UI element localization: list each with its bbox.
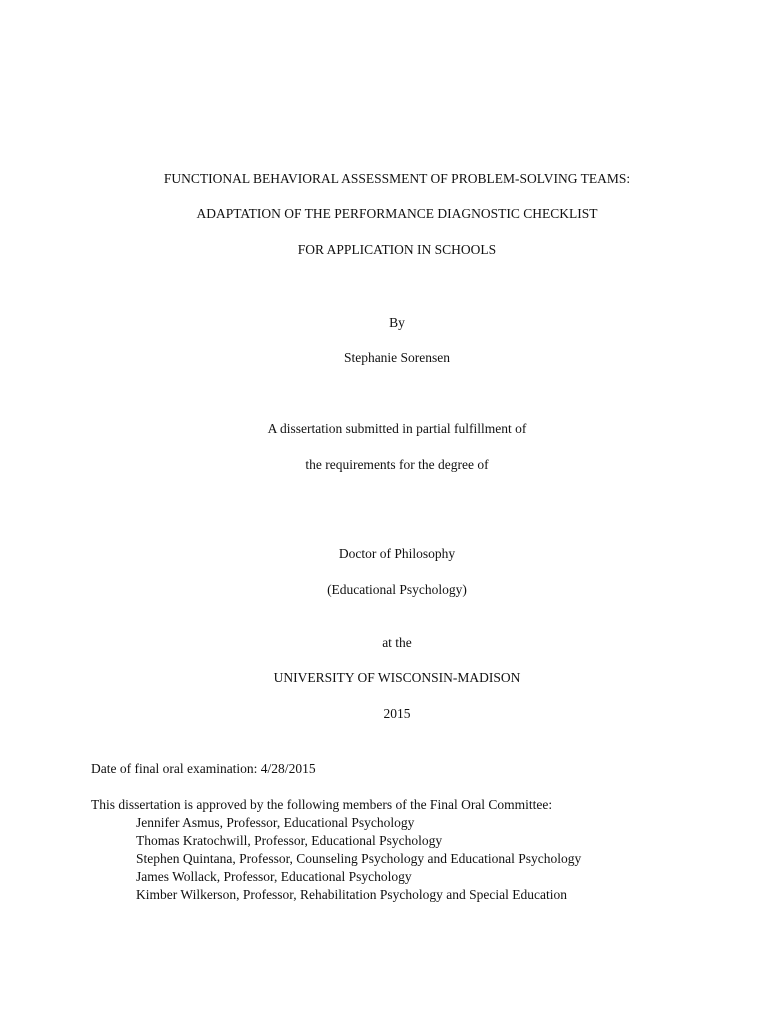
committee-member: Kimber Wilkerson, Professor, Rehabilitation Psychology and Special Education (136, 887, 567, 902)
submission-line-2: the requirements for the degree of (305, 457, 489, 472)
title-line-1: FUNCTIONAL BEHAVIORAL ASSESSMENT OF PROBLEM-SOLVING TEAMS: (163, 171, 631, 186)
at-the-label: at the (382, 635, 412, 650)
year: 2015 (383, 706, 411, 721)
submission-line-1: A dissertation submitted in partial fulfillment of (267, 421, 527, 436)
committee-intro: This dissertation is approved by the following members of the Final Oral Committee: (91, 797, 553, 812)
title-line-3: FOR APPLICATION IN SCHOOLS (297, 242, 497, 257)
committee-block (91, 796, 581, 904)
committee-member: James Wollack, Professor, Educational Psychology (136, 869, 412, 884)
exam-date: Date of final oral examination: 4/28/2015 (91, 761, 316, 776)
degree-name: Doctor of Philosophy (338, 546, 456, 561)
program-name: (Educational Psychology) (327, 582, 467, 597)
title-line-2: ADAPTATION OF THE PERFORMANCE DIAGNOSTIC CHECKLIST (196, 206, 598, 221)
committee-member: Jennifer Asmus, Professor, Educational Psychology (136, 815, 415, 830)
author-name: Stephanie Sorensen (343, 350, 451, 365)
committee-member: Stephen Quintana, Professor, Counseling Psychology and Educational Psychology (136, 851, 582, 866)
committee-member: Thomas Kratochwill, Professor, Educational Psychology (136, 833, 443, 848)
by-label: By (389, 315, 405, 330)
university-name: UNIVERSITY OF WISCONSIN-MADISON (273, 670, 521, 685)
